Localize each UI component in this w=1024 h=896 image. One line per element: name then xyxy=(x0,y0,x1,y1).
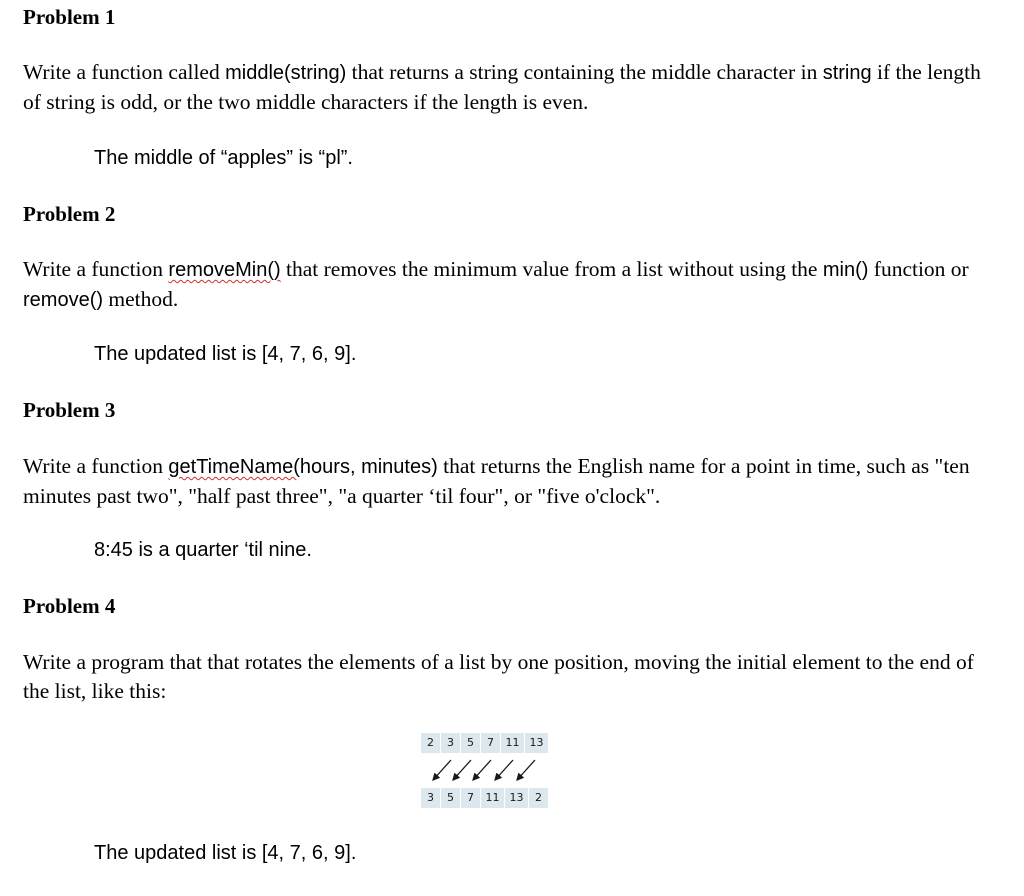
description-segment: min() xyxy=(822,259,869,281)
list-after-row xyxy=(421,788,549,808)
description-segment: getTimeName( xyxy=(168,456,300,478)
problem-2-heading: Problem 2 xyxy=(23,202,116,226)
description-segment: function or xyxy=(868,257,969,281)
problem-1-heading: Problem 1 xyxy=(23,5,116,29)
rotation-arrow xyxy=(517,760,535,780)
problem-2-description xyxy=(23,255,983,315)
problem-2-example: The updated list is [4, 7, 6, 9]. xyxy=(94,343,357,365)
description-segment: remove() xyxy=(23,289,104,311)
rotation-arrow xyxy=(495,760,513,780)
list-after-cell: 5 xyxy=(441,788,461,808)
rotation-arrow xyxy=(473,760,491,780)
problem-3-heading: Problem 3 xyxy=(23,398,116,422)
list-before-row xyxy=(421,733,549,753)
problem-3-example: 8:45 is a quarter ‘til nine. xyxy=(94,539,312,561)
list-before-cell: 2 xyxy=(421,733,441,753)
list-before-cell: 3 xyxy=(441,733,461,753)
description-segment: Write a function called xyxy=(23,60,226,84)
description-segment: Write a program that that rotates the elements of a list by one position, moving the initial element to the end of the list, like this: xyxy=(23,650,974,703)
problem-1-example: The middle of “apples” is “pl”. xyxy=(94,147,353,169)
list-after-cell: 11 xyxy=(481,788,505,808)
description-segment: Write a function xyxy=(23,454,169,478)
list-before-cell: 5 xyxy=(461,733,481,753)
description-segment: that returns a string containing the middle character in xyxy=(346,60,823,84)
list-after-cell: 2 xyxy=(529,788,549,808)
list-after-cell: 3 xyxy=(421,788,441,808)
description-segment: hours, minutes) xyxy=(299,456,438,478)
rotation-arrow xyxy=(453,760,471,780)
description-segment: that returns the English name for a point in time, such as "ten minutes past two", "half past three", "a quarter ‘til four", or "five o'clock". xyxy=(23,454,970,508)
rotation-arrow xyxy=(433,760,451,780)
description-segment: removeMin() xyxy=(168,259,281,281)
problem-3-description xyxy=(23,452,983,511)
description-segment: if the length of string is odd, or the two middle characters if the length is even. xyxy=(23,60,981,114)
description-segment: string xyxy=(822,62,872,84)
description-segment: method. xyxy=(103,287,179,311)
list-before-cell: 11 xyxy=(501,733,525,753)
list-after-cell: 7 xyxy=(461,788,481,808)
problem-4-example: The updated list is [4, 7, 6, 9]. xyxy=(94,842,357,864)
description-segment: Write a function xyxy=(23,257,169,281)
list-before-cell: 7 xyxy=(481,733,501,753)
rotation-arrows xyxy=(421,757,561,787)
list-after-cell: 13 xyxy=(505,788,529,808)
rotation-diagram xyxy=(421,733,561,811)
list-before-cell: 13 xyxy=(525,733,549,753)
problem-1-description xyxy=(23,58,983,117)
description-segment: that removes the minimum value from a list without using the xyxy=(280,257,823,281)
problem-4-description xyxy=(23,648,983,706)
problem-4-heading: Problem 4 xyxy=(23,594,116,618)
description-segment: middle(string) xyxy=(225,62,347,84)
